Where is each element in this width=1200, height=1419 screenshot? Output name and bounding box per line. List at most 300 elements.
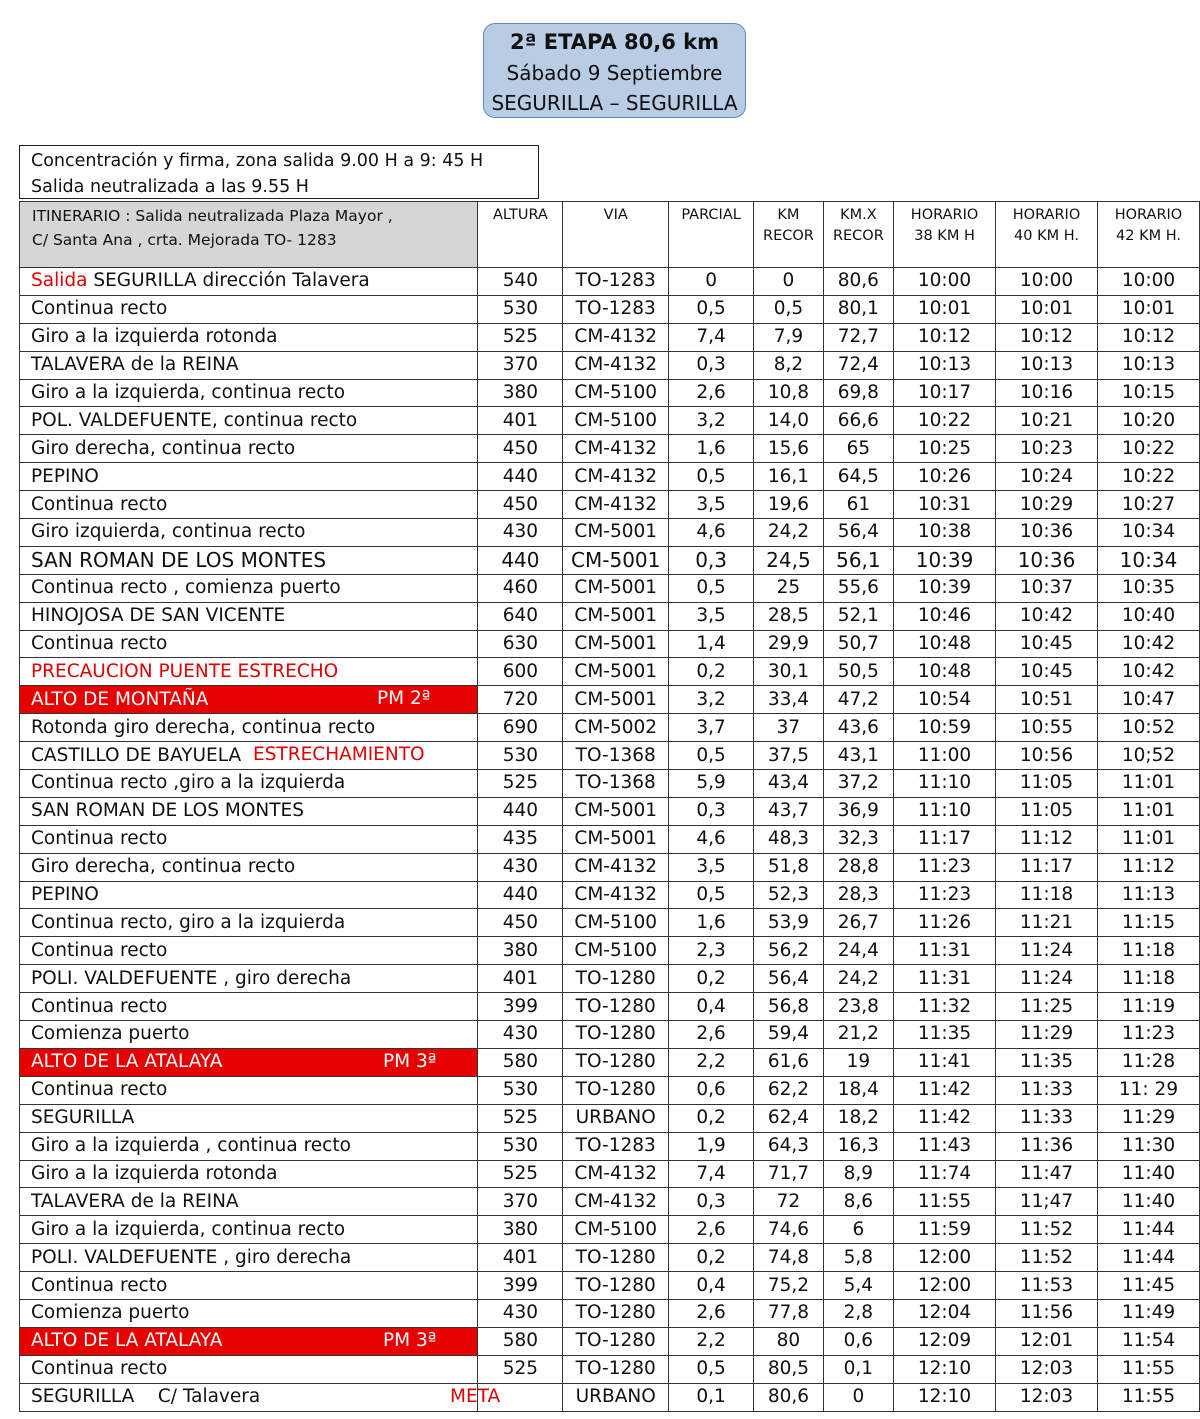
km-left-cell: 80,1 [823,295,893,323]
altitude-cell: 530 [478,295,563,323]
itinerary-description [20,1327,478,1355]
km-done-cell: 62,2 [754,1076,823,1104]
time-38-cell: 12:10 [894,1355,996,1383]
table-row [20,1272,1200,1300]
table-row [20,825,1200,853]
time-38-cell: 12:00 [894,1272,996,1300]
itinerary-description [20,965,478,993]
road-cell: TO-1368 [563,742,669,770]
time-42-cell: 10:00 [1097,268,1199,296]
column-header [894,202,996,268]
time-38-cell: 11:26 [894,909,996,937]
description-text: Continua recto [31,1358,168,1380]
altitude-cell: 580 [478,1048,563,1076]
km-left-cell: 50,7 [823,630,893,658]
km-done-cell: 62,4 [754,1104,823,1132]
column-header-line-2: RECOR [832,228,884,244]
table-row [20,937,1200,965]
partial-km-cell: 0,3 [668,351,753,379]
description-text: SAN ROMAN DE LOS MONTES [31,548,327,573]
road-cell: TO-1280 [563,1355,669,1383]
time-38-cell: 10:59 [894,714,996,742]
road-cell: TO-1283 [563,295,669,323]
time-42-cell: 10:22 [1097,435,1199,463]
partial-km-cell: 1,9 [668,1132,753,1160]
time-40-cell: 10:42 [996,602,1098,630]
stage-date: Sábado 9 Septiembre [506,60,723,85]
km-left-cell: 21,2 [823,1021,893,1049]
time-42-cell: 11:01 [1097,770,1199,798]
altitude-cell: 430 [478,853,563,881]
km-left-cell: 55,6 [823,574,893,602]
km-done-cell: 77,8 [754,1299,823,1327]
altitude-cell: 380 [478,1216,563,1244]
time-42-cell: 11:49 [1097,1299,1199,1327]
road-cell: CM-5001 [563,630,669,658]
table-row [20,1104,1200,1132]
time-42-cell: 10:35 [1097,574,1199,602]
km-left-cell: 8,9 [823,1160,893,1188]
time-38-cell: 11:41 [894,1048,996,1076]
km-done-cell: 43,7 [754,797,823,825]
time-40-cell: 10:24 [996,463,1098,491]
km-done-cell: 33,4 [754,686,823,714]
table-row [20,1355,1200,1383]
description-text: Continua recto [31,828,168,850]
partial-km-cell: 2,2 [668,1327,753,1355]
time-42-cell: 11:12 [1097,853,1199,881]
description-text: ALTO DE LA ATALAYA [31,1330,223,1352]
altitude-cell: 370 [478,1188,563,1216]
time-40-cell: 12:01 [996,1327,1098,1355]
road-cell: CM-4132 [563,491,669,519]
description-text: Rotonda giro derecha, continua recto [31,716,376,738]
road-cell: CM-5100 [563,937,669,965]
time-40-cell: 12:03 [996,1383,1098,1411]
column-header [478,202,563,268]
altitude-cell: 525 [478,323,563,351]
column-header [754,202,823,268]
itinerary-description [20,491,478,519]
time-38-cell: 12:04 [894,1299,996,1327]
time-42-cell: 11:23 [1097,1021,1199,1049]
altitude-cell: 399 [478,1272,563,1300]
time-38-cell: 11:55 [894,1188,996,1216]
table-row [20,881,1200,909]
concentration-line: Concentración y firma, zona salida 9.00 H a 9: 45 H [31,151,484,171]
km-done-cell: 24,2 [754,519,823,547]
partial-km-cell: 0,5 [668,574,753,602]
km-left-cell: 8,6 [823,1188,893,1216]
itinerary-description [20,714,478,742]
km-left-cell: 72,4 [823,351,893,379]
altitude-cell: 401 [478,407,563,435]
altitude-cell: 525 [478,1160,563,1188]
time-40-cell: 11:36 [996,1132,1098,1160]
km-done-cell: 80 [754,1327,823,1355]
km-left-cell: 56,4 [823,519,893,547]
time-42-cell: 11:15 [1097,909,1199,937]
road-cell: TO-1280 [563,1299,669,1327]
time-40-cell: 11:24 [996,965,1098,993]
time-38-cell: 10:12 [894,323,996,351]
time-38-cell: 10:54 [894,686,996,714]
itinerary-description [20,686,478,714]
itinerary-description [20,407,478,435]
km-left-cell: 5,4 [823,1272,893,1300]
table-row [20,1048,1200,1076]
km-done-cell: 15,6 [754,435,823,463]
time-38-cell: 10:38 [894,519,996,547]
itinerary-description [20,825,478,853]
table-row [20,658,1200,686]
km-done-cell: 37 [754,714,823,742]
column-header-line-1: HORARIO [910,207,979,223]
partial-km-cell: 7,4 [668,1160,753,1188]
description-text: Continua recto, giro a la izquierda [31,911,346,933]
table-row [20,1327,1200,1355]
km-left-cell: 56,1 [823,546,893,574]
itinerary-description [20,937,478,965]
itinerary-description [20,853,478,881]
time-40-cell: 11:05 [996,797,1098,825]
partial-km-cell: 3,5 [668,602,753,630]
itinerary-description [20,630,478,658]
altitude-cell: 440 [478,881,563,909]
description-text: TALAVERA de la REINA [31,354,239,376]
partial-km-cell: 4,6 [668,519,753,547]
km-done-cell: 14,0 [754,407,823,435]
concentration-box [19,145,539,199]
altitude-cell: 399 [478,993,563,1021]
km-left-cell: 65 [823,435,893,463]
time-42-cell: 11:29 [1097,1104,1199,1132]
road-cell: TO-1280 [563,1076,669,1104]
description-text: Continua recto [31,1274,168,1296]
road-cell: CM-4132 [563,1160,669,1188]
time-40-cell: 11:33 [996,1076,1098,1104]
partial-km-cell: 0,2 [668,658,753,686]
altitude-cell: 401 [478,965,563,993]
altitude-cell: 525 [478,1104,563,1132]
description-text: ALTO DE LA ATALAYA [31,1051,223,1073]
time-40-cell: 10:51 [996,686,1098,714]
time-40-cell: 11:47 [996,1160,1098,1188]
partial-km-cell: 2,2 [668,1048,753,1076]
time-40-cell: 10:00 [996,268,1098,296]
time-38-cell: 11:32 [894,993,996,1021]
time-38-cell: 10:39 [894,546,996,574]
time-40-cell: 11:18 [996,881,1098,909]
table-row [20,491,1200,519]
road-cell: TO-1280 [563,1244,669,1272]
time-40-cell: 12:03 [996,1355,1098,1383]
time-38-cell: 11:23 [894,881,996,909]
itinerary-description [20,546,478,574]
warning-label: ESTRECHAMIENTO [253,744,425,766]
partial-km-cell: 0,1 [668,1383,753,1411]
altitude-cell: 720 [478,686,563,714]
time-42-cell: 10:12 [1097,323,1199,351]
km-left-cell: 18,4 [823,1076,893,1104]
description-text: Comienza puerto [31,1302,190,1324]
table-row [20,407,1200,435]
stage-route: SEGURILLA – SEGURILLA [491,91,738,115]
description-text: SAN ROMAN DE LOS MONTES [31,800,304,822]
description-text: PEPINO [31,884,99,906]
km-done-cell: 71,7 [754,1160,823,1188]
column-header-line-1: ALTURA [492,207,548,223]
table-row [20,574,1200,602]
table-row [20,1021,1200,1049]
altitude-cell: 690 [478,714,563,742]
column-header-line-2: 40 KM H. [1014,228,1079,244]
description-text: SEGURILLA [31,1107,135,1129]
table-row [20,295,1200,323]
road-cell: TO-1280 [563,1327,669,1355]
description-text: Comienza puerto [31,1023,190,1045]
time-38-cell: 10:26 [894,463,996,491]
table-header-row [20,202,1200,268]
km-done-cell: 74,6 [754,1216,823,1244]
table-row [20,965,1200,993]
altitude-cell: 600 [478,658,563,686]
km-left-cell: 18,2 [823,1104,893,1132]
time-38-cell: 10:13 [894,351,996,379]
time-42-cell: 11:40 [1097,1160,1199,1188]
start-label: Salida [31,270,88,292]
km-done-cell: 28,5 [754,602,823,630]
km-done-cell: 48,3 [754,825,823,853]
column-header-line-2: 42 KM H. [1116,228,1181,244]
time-38-cell: 11:10 [894,770,996,798]
altitude-cell: 435 [478,825,563,853]
road-cell: TO-1280 [563,1272,669,1300]
mountain-category-label: PM 3ª [383,1050,437,1072]
time-38-cell: 10:25 [894,435,996,463]
km-done-cell: 16,1 [754,463,823,491]
km-left-cell: 24,2 [823,965,893,993]
itinerary-description [20,1244,478,1272]
time-40-cell: 10:56 [996,742,1098,770]
road-cell: URBANO [563,1104,669,1132]
table-row [20,742,1200,770]
column-header-line-1: KM.X [840,207,877,223]
km-left-cell: 28,3 [823,881,893,909]
itinerary-description [20,463,478,491]
column-header-line-2: RECOR [763,228,814,244]
road-cell: TO-1280 [563,1048,669,1076]
km-done-cell: 0,5 [754,295,823,323]
time-40-cell: 10:16 [996,379,1098,407]
km-left-cell: 47,2 [823,686,893,714]
stage-title: 2ª ETAPA 80,6 km [509,30,720,54]
description-text: Continua recto [31,493,168,515]
time-42-cell: 10:34 [1097,546,1199,574]
itinerary-description [20,1160,478,1188]
altitude-cell: 630 [478,630,563,658]
column-header-line-1: PARCIAL [681,207,741,223]
itinerary-description [20,770,478,798]
table-row [20,1244,1200,1272]
road-cell: CM-4132 [563,881,669,909]
altitude-cell: 430 [478,1299,563,1327]
partial-km-cell: 3,2 [668,407,753,435]
table-row [20,1383,1200,1411]
time-40-cell: 11:29 [996,1021,1098,1049]
column-header [1097,202,1199,268]
description-text: POLI. VALDEFUENTE , giro derecha [31,967,352,989]
km-done-cell: 51,8 [754,853,823,881]
column-header-line-2: 38 KM H [914,228,975,244]
itinerary-description [20,574,478,602]
altitude-cell: 460 [478,574,563,602]
table-row [20,351,1200,379]
partial-km-cell: 0,2 [668,1104,753,1132]
road-cell: CM-5001 [563,546,669,574]
road-cell: CM-4132 [563,323,669,351]
altitude-cell: 440 [478,463,563,491]
time-40-cell: 10:45 [996,630,1098,658]
km-done-cell: 8,2 [754,351,823,379]
description-text: Giro a la izquierda, continua recto [31,382,346,403]
time-42-cell: 10:42 [1097,658,1199,686]
description-text: Giro derecha, continua recto [31,856,296,878]
table-row [20,770,1200,798]
table-row [20,1299,1200,1327]
road-cell: CM-5100 [563,909,669,937]
road-cell: TO-1283 [563,268,669,296]
km-left-cell: 28,8 [823,853,893,881]
km-done-cell: 56,4 [754,965,823,993]
time-40-cell: 10:23 [996,435,1098,463]
partial-km-cell: 0,3 [668,797,753,825]
itinerary-description [20,1188,478,1216]
km-left-cell: 66,6 [823,407,893,435]
time-40-cell: 11:33 [996,1104,1098,1132]
column-header-line-1: HORARIO [1114,207,1183,223]
km-left-cell: 43,1 [823,742,893,770]
time-42-cell: 11:13 [1097,881,1199,909]
time-40-cell: 11:35 [996,1048,1098,1076]
column-header [563,202,669,268]
partial-km-cell: 0,4 [668,1272,753,1300]
km-left-cell: 61 [823,491,893,519]
road-cell: CM-4132 [563,853,669,881]
time-42-cell: 10;52 [1097,742,1199,770]
km-done-cell: 72 [754,1188,823,1216]
description-text: CASTILLO DE BAYUELA [31,744,242,766]
road-cell: TO-1280 [563,1021,669,1049]
description-text: TALAVERA de la REINA [31,1190,239,1212]
km-done-cell: 56,2 [754,937,823,965]
time-42-cell: 10:27 [1097,491,1199,519]
time-38-cell: 11:42 [894,1076,996,1104]
partial-km-cell: 4,6 [668,825,753,853]
km-done-cell: 25 [754,574,823,602]
partial-km-cell: 0,5 [668,742,753,770]
time-38-cell: 11:42 [894,1104,996,1132]
itinerary-description [20,742,478,770]
road-cell: CM-4132 [563,1188,669,1216]
km-done-cell: 80,6 [754,1383,823,1411]
altitude-cell: 530 [478,1132,563,1160]
time-42-cell: 11:28 [1097,1048,1199,1076]
partial-km-cell: 5,9 [668,770,753,798]
itinerary-description [20,379,478,407]
partial-km-cell: 1,6 [668,909,753,937]
time-40-cell: 10:01 [996,295,1098,323]
km-left-cell: 26,7 [823,909,893,937]
itinerary-description [20,602,478,630]
time-40-cell: 11;47 [996,1188,1098,1216]
km-left-cell: 32,3 [823,825,893,853]
stage-title-box [483,23,746,118]
description-text: POLI. VALDEFUENTE , giro derecha [31,1246,352,1268]
itinerary-description [20,1132,478,1160]
time-38-cell: 12:09 [894,1327,996,1355]
altitude-cell: 430 [478,519,563,547]
time-38-cell: 10:31 [894,491,996,519]
itinerary-description [20,909,478,937]
mountain-category-label: PM 2ª [377,688,431,710]
time-38-cell: 11:59 [894,1216,996,1244]
table-row [20,630,1200,658]
km-left-cell: 52,1 [823,602,893,630]
column-header-line-1: VIA [603,207,628,223]
altitude-cell: 380 [478,937,563,965]
altitude-cell: 580 [478,1327,563,1355]
time-38-cell: 11:00 [894,742,996,770]
road-cell: CM-5001 [563,574,669,602]
km-left-cell: 36,9 [823,797,893,825]
time-38-cell: 11:35 [894,1021,996,1049]
km-done-cell: 10,8 [754,379,823,407]
time-40-cell: 11:12 [996,825,1098,853]
road-cell: CM-5100 [563,379,669,407]
km-left-cell: 0,6 [823,1327,893,1355]
time-38-cell: 10:22 [894,407,996,435]
itinerary-description [20,435,478,463]
partial-km-cell: 3,2 [668,686,753,714]
time-42-cell: 10:34 [1097,519,1199,547]
road-cell: CM-5001 [563,686,669,714]
description-text: SEGURILLA dirección Talavera [87,270,370,292]
itinerary-description [20,1048,478,1076]
description-text: Continua recto [31,633,168,655]
column-header-line-1: HORARIO [1012,207,1081,223]
table-row [20,323,1200,351]
time-38-cell: 10:48 [894,658,996,686]
warning-label: META [450,1385,501,1407]
description-text: PRECAUCION PUENTE ESTRECHO [31,660,339,682]
time-42-cell: 11:55 [1097,1355,1199,1383]
altitude-cell: 450 [478,435,563,463]
itinerary-table [19,201,1200,1412]
road-cell: CM-5001 [563,658,669,686]
km-left-cell: 0 [823,1383,893,1411]
time-42-cell: 11:01 [1097,797,1199,825]
partial-km-cell: 1,4 [668,630,753,658]
time-42-cell: 10:42 [1097,630,1199,658]
itinerary-description [20,1383,501,1411]
time-40-cell: 11:24 [996,937,1098,965]
table-row [20,435,1200,463]
time-40-cell: 10:29 [996,491,1098,519]
km-left-cell: 43,6 [823,714,893,742]
partial-km-cell: 2,6 [668,1299,753,1327]
itinerary-description [20,1216,478,1244]
